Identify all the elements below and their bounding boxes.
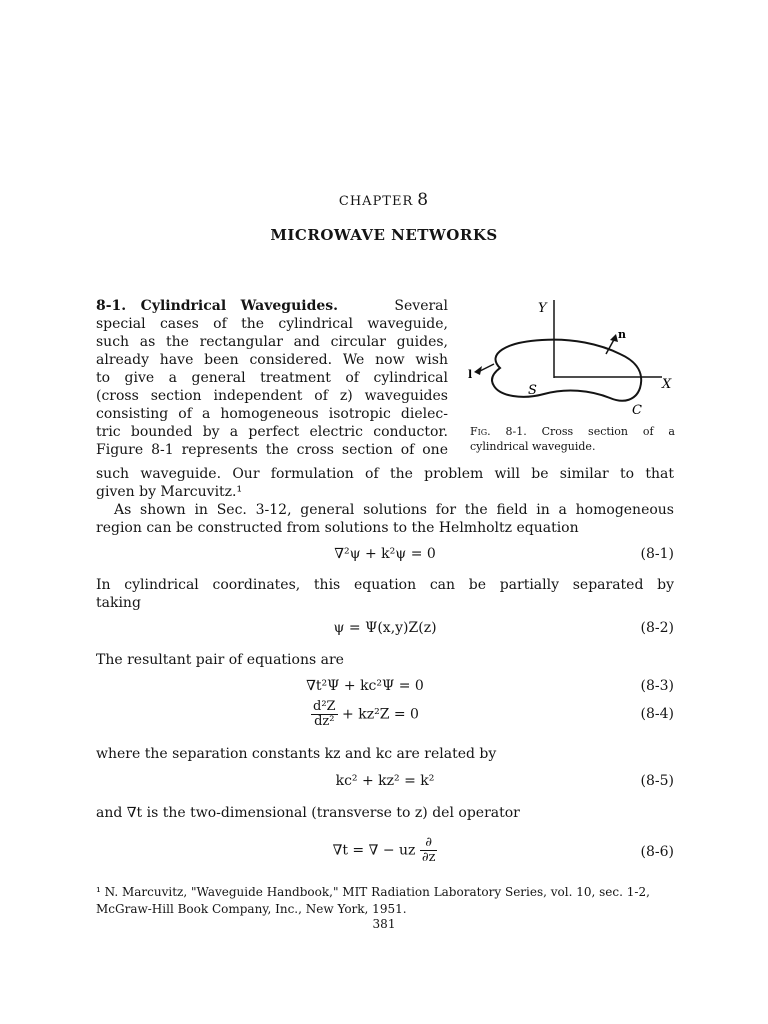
equation-8-1 bbox=[96, 546, 674, 566]
equation-8-5 bbox=[96, 773, 674, 793]
text-line: taking bbox=[96, 595, 141, 611]
figure-caption-text: Cross section of a cylindrical waveguide. bbox=[470, 425, 675, 453]
figure-cross-section bbox=[460, 298, 682, 416]
equation-fraction bbox=[420, 836, 438, 865]
equation-number: (8-6) bbox=[640, 844, 674, 860]
y-label: Y bbox=[538, 301, 547, 316]
equation-fraction bbox=[311, 700, 338, 729]
equation-number: (8-1) bbox=[640, 546, 674, 562]
section-paragraph-continued bbox=[96, 465, 674, 501]
normal-arrowhead bbox=[610, 334, 618, 342]
text-line: special cases of the cylindrical waveguide, bbox=[96, 316, 448, 332]
text-line: 8-1. Cylindrical Waveguides. Several bbox=[96, 298, 448, 314]
text-line: The resultant pair of equations are bbox=[96, 652, 344, 668]
equation-expression: kc² + kz² = k² bbox=[335, 773, 435, 789]
equation-8-2 bbox=[96, 620, 674, 640]
text-line: (cross section independent of z) waveguides bbox=[96, 388, 448, 404]
equation-number: (8-5) bbox=[640, 773, 674, 789]
s-label: S bbox=[528, 383, 537, 398]
text-line: tric bounded by a perfect electric conductor. bbox=[96, 424, 448, 440]
n-label: n bbox=[618, 328, 626, 341]
fraction-denominator: ∂z bbox=[421, 850, 436, 865]
equation-expression: ∇²ψ + k²ψ = 0 bbox=[334, 546, 436, 562]
text-line: such waveguide. Our formulation of the problem will be similar to that bbox=[96, 466, 674, 482]
chapter-number: 8 bbox=[417, 190, 430, 210]
helmholtz-paragraph bbox=[96, 501, 674, 537]
tangent-arrow bbox=[480, 364, 494, 371]
figure-caption bbox=[470, 424, 675, 454]
section-intro-paragraph bbox=[96, 297, 448, 459]
fraction-denominator: dz² bbox=[314, 714, 335, 729]
chapter-label: CHAPTER 8 bbox=[338, 190, 430, 210]
equation-8-3 bbox=[96, 678, 674, 698]
constants-paragraph bbox=[96, 745, 674, 763]
section-heading: 8-1. Cylindrical Waveguides. bbox=[96, 298, 339, 314]
separation-paragraph bbox=[96, 576, 674, 612]
page-number: 381 bbox=[372, 917, 396, 931]
resultant-paragraph bbox=[96, 651, 674, 669]
figure-caption-label: Fig. 8-1. bbox=[470, 425, 527, 438]
c-label: C bbox=[632, 403, 642, 416]
text-line: consisting of a homogeneous isotropic dielec- bbox=[96, 406, 448, 422]
equation-expression: ∇t²Ψ + kc²Ψ = 0 bbox=[306, 678, 424, 694]
text-line: where the separation constants kz and kc are related by bbox=[96, 746, 497, 762]
text-line: Figure 8-1 represents the cross section of one bbox=[96, 442, 448, 458]
equation-8-4 bbox=[96, 700, 674, 734]
equation-expression: ψ = Ψ(x,y)Z(z) bbox=[333, 620, 437, 636]
text-line: and ∇t is the two-dimensional (transverse to z) del operator bbox=[96, 805, 520, 821]
fraction-numerator: ∂ bbox=[420, 836, 438, 851]
text-line: region can be constructed from solutions to the Helmholtz equation bbox=[96, 520, 579, 536]
l-label: l bbox=[468, 368, 473, 381]
footnote: ¹ N. Marcuvitz, "Waveguide Handbook," MIT Radiation Laboratory Series, vol. 10, sec. 1-2, McGraw-Hill Book Company, Inc., New York, 1951. bbox=[96, 885, 650, 916]
contour-c bbox=[492, 340, 641, 401]
text-line: As shown in Sec. 3-12, general solutions for the field in a homogeneous bbox=[114, 502, 674, 518]
x-label: X bbox=[662, 377, 672, 392]
text-line: given by Marcuvitz.¹ bbox=[96, 484, 243, 500]
equation-number: (8-4) bbox=[640, 706, 674, 722]
equation-expression: ∇t = ∇ − uz bbox=[332, 842, 416, 859]
text-line: already have been considered. We now wish bbox=[96, 352, 448, 368]
fraction-numerator: d²Z bbox=[313, 699, 336, 714]
equation-number: (8-3) bbox=[640, 678, 674, 694]
del-operator-paragraph bbox=[96, 804, 674, 822]
text-line: to give a general treatment of cylindrical bbox=[96, 370, 448, 386]
text-line: such as the rectangular and circular guides, bbox=[96, 334, 448, 350]
chapter-title: MICROWAVE NETWORKS bbox=[270, 226, 498, 244]
equation-8-6 bbox=[96, 834, 674, 868]
text-line: In cylindrical coordinates, this equation can be partially separated by bbox=[96, 577, 674, 593]
equation-number: (8-2) bbox=[640, 620, 674, 636]
equation-expression: + kz²Z = 0 bbox=[342, 706, 419, 723]
